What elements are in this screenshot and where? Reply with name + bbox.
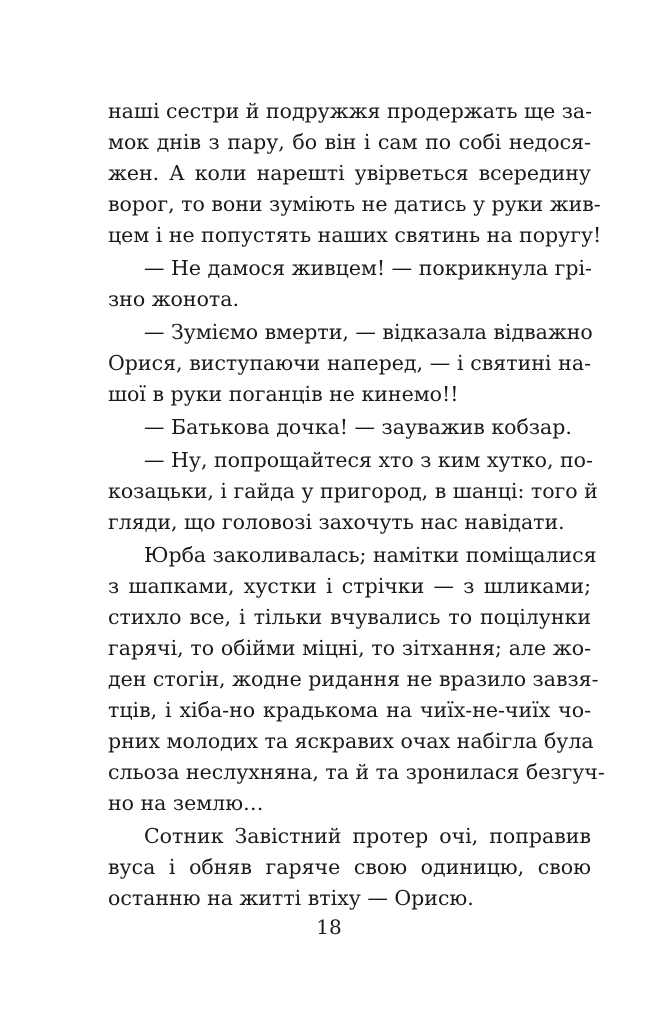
paragraph bbox=[108, 96, 602, 251]
text-line: — Не дамося живцем! — покрикнула грі- bbox=[144, 256, 592, 280]
paragraph bbox=[108, 412, 591, 443]
text-line: рних молодих та яскравих очах набігла була bbox=[108, 729, 594, 753]
text-line: Орися, виступаючи наперед, — і святині на- bbox=[108, 351, 591, 375]
text-line: Сотник Завістний протер очі, поправив bbox=[144, 824, 591, 848]
text-line: стихло все, і тільки вчувались то поцілунки bbox=[108, 605, 591, 629]
body-text bbox=[108, 96, 605, 914]
text-line: зно жонота. bbox=[108, 287, 239, 311]
text-line: цем і не попустять наших святинь на поругу! bbox=[108, 223, 602, 247]
text-line: останню на житті втіху — Орисю. bbox=[108, 886, 474, 910]
text-line: сльоза неслухняна, та й та зронилася безгуч- bbox=[108, 760, 605, 784]
text-line: козацьки, і гайда у пригород, в шанці: того й bbox=[108, 479, 598, 503]
text-line: жен. А коли нарешті увірветься всередину bbox=[108, 161, 591, 185]
text-line: но на землю… bbox=[108, 791, 264, 815]
text-line: Юрба заколивалась; намітки поміщалися bbox=[144, 543, 597, 567]
text-line: гарячі, то обійми міцні, то зітхання; але жо- bbox=[108, 636, 591, 660]
text-line: — Ну, попрощайтеся хто з ким хутко, по- bbox=[144, 448, 593, 472]
paragraph bbox=[108, 445, 598, 538]
page-number: 18 bbox=[316, 915, 342, 939]
text-line: вуса і обняв гаряче свою одиницю, свою bbox=[108, 855, 591, 879]
text-line: ден стогін, жодне ридання не вразило завзя- bbox=[108, 667, 599, 691]
paragraph bbox=[108, 540, 605, 819]
text-line: наші сестри й подружжя продержать ще за- bbox=[108, 99, 593, 123]
text-line: мок днів з пару, бо він і сам по собі недося- bbox=[108, 130, 591, 154]
text-line: — Батькова дочка! — зауважив кобзар. bbox=[144, 415, 572, 439]
text-line: — Зуміємо вмерти, — відказала відважно bbox=[144, 320, 593, 344]
paragraph bbox=[108, 317, 591, 410]
text-line: гляди, що головозі захочуть нас навідати. bbox=[108, 510, 565, 534]
paragraph bbox=[108, 821, 591, 914]
paragraph bbox=[108, 253, 591, 315]
text-line: ворог, то вони зуміють не датись у руки жив- bbox=[108, 192, 601, 216]
text-line: тців, і хіба-но крадькома на чиїх-не-чиїх чо- bbox=[108, 698, 591, 722]
text-line: з шапками, хустки і стрічки — з шликами; bbox=[108, 574, 591, 598]
text-line: шої в руки поганців не кинемо!! bbox=[108, 382, 459, 406]
